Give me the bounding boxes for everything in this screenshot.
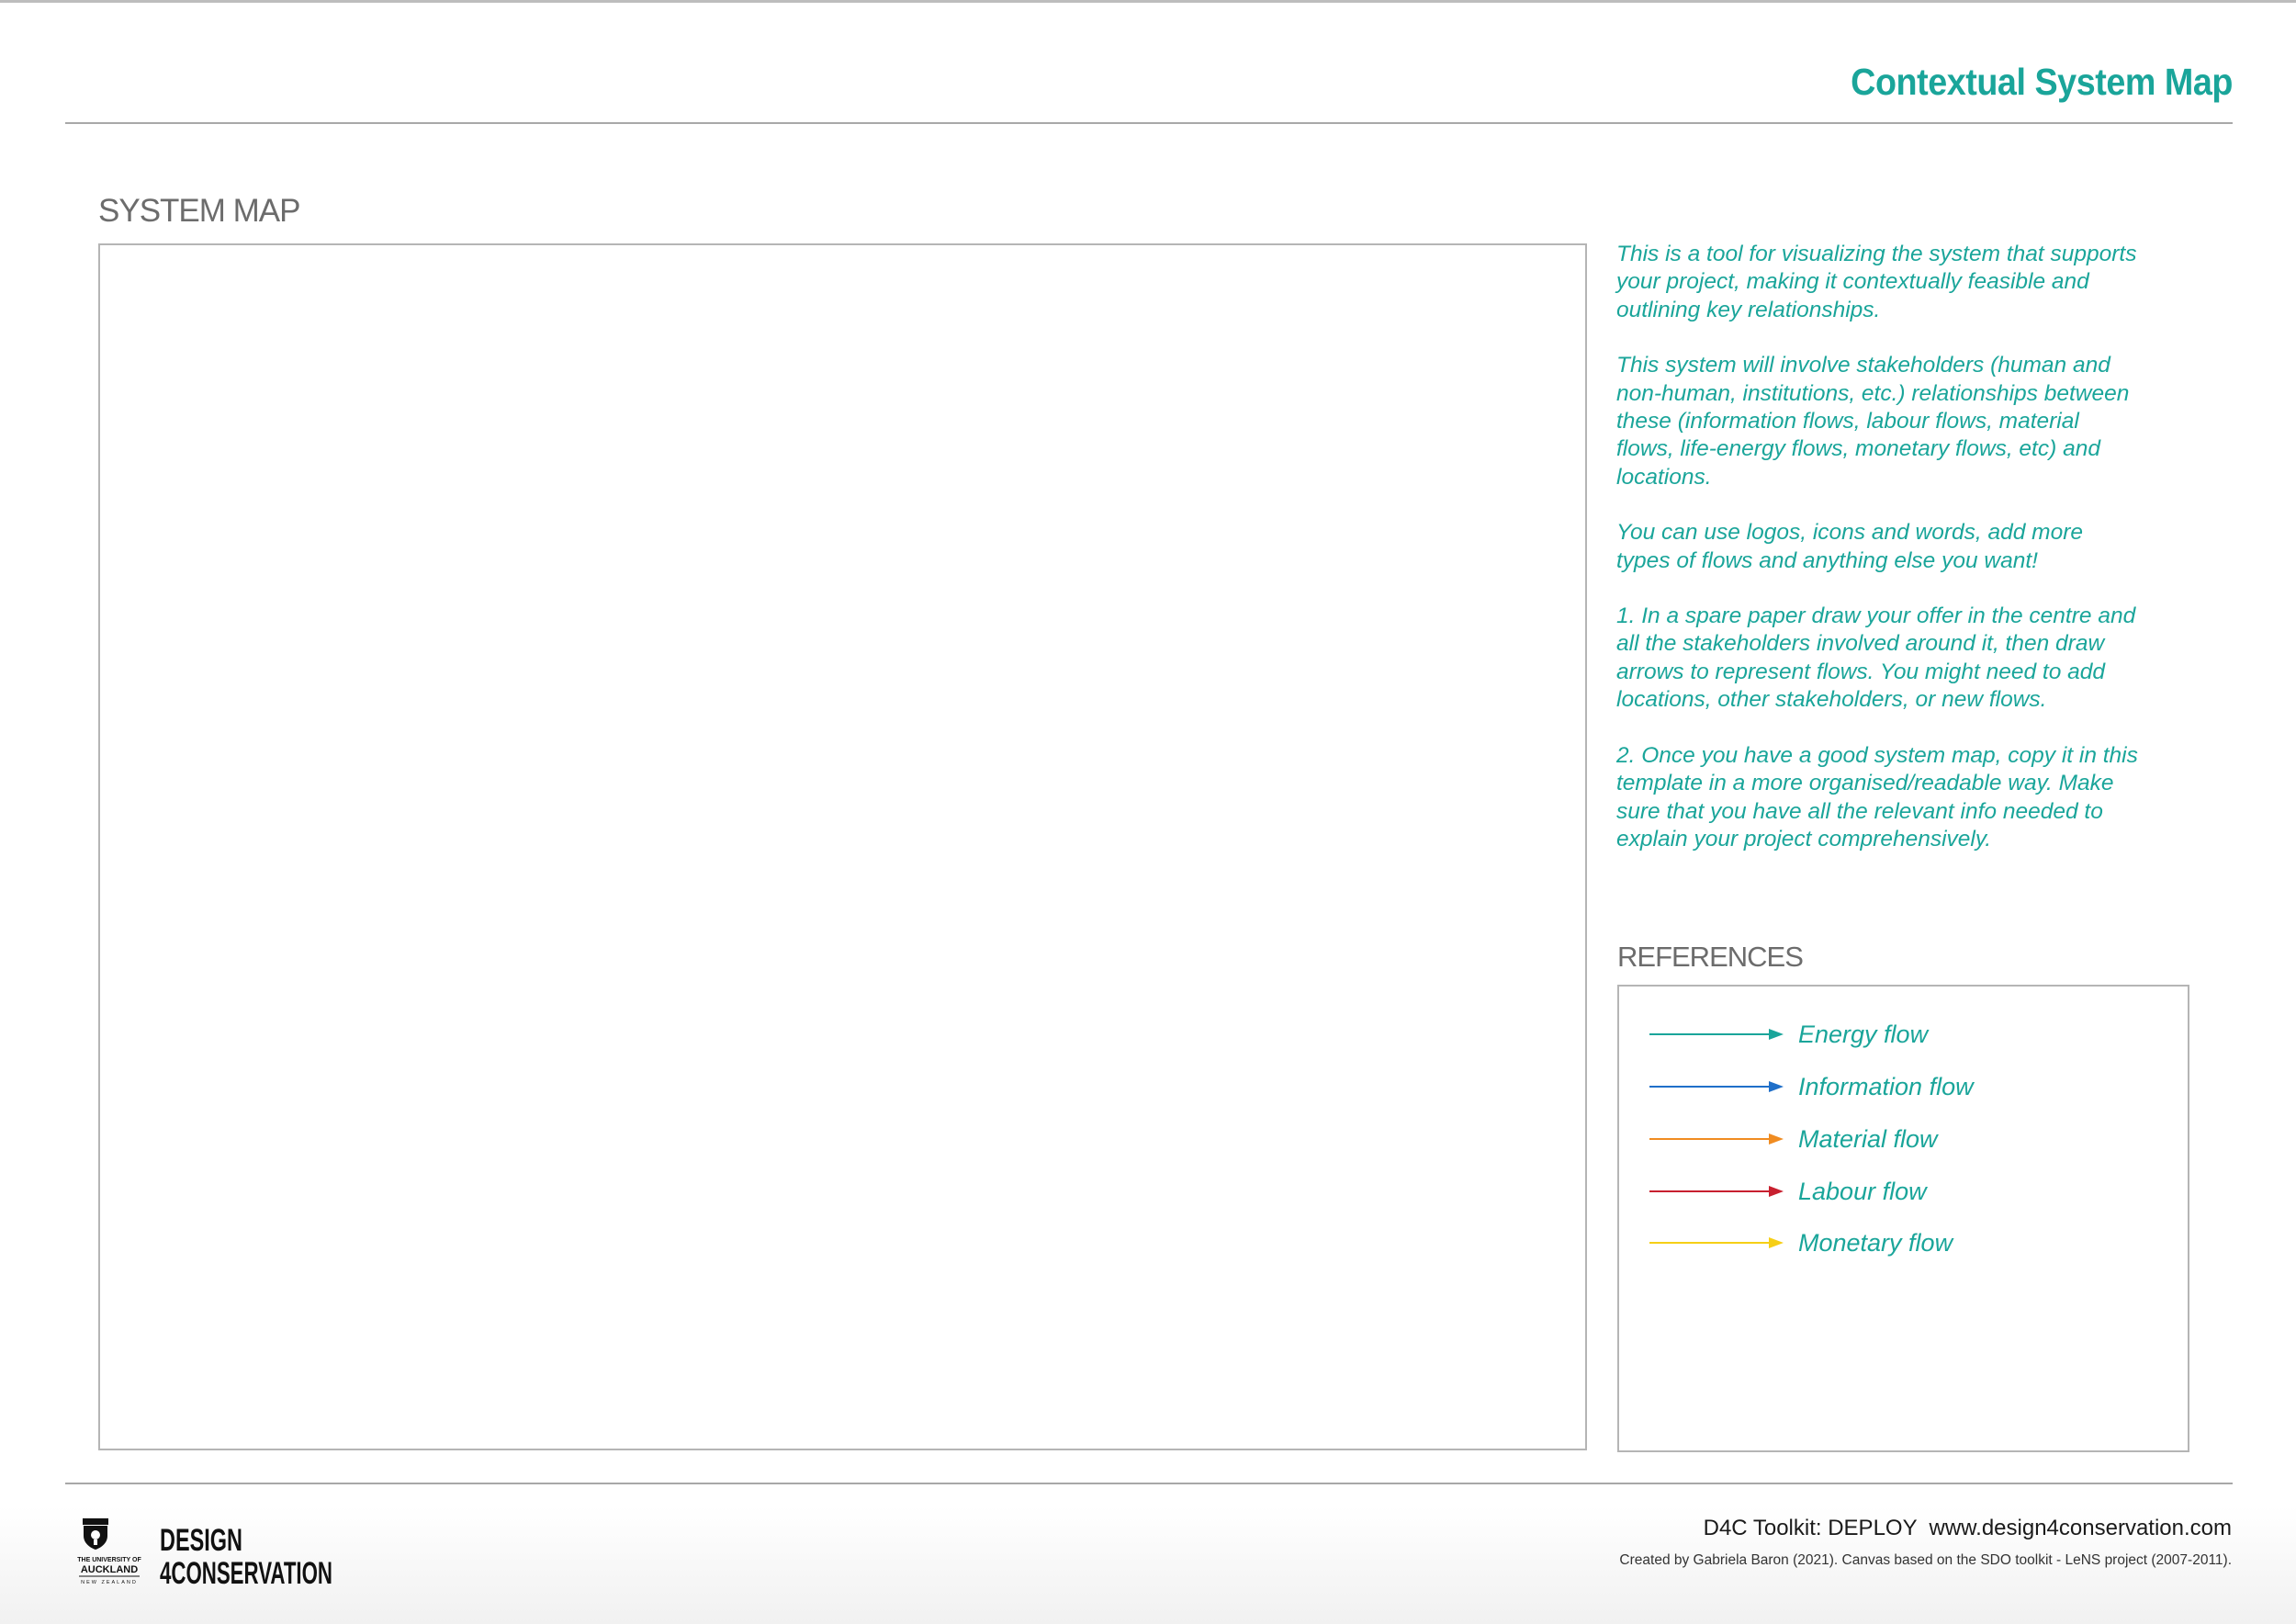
instruction-step-1: 1. In a spare paper draw your offer in the centre and all the stakeholders involved around it, then draw arrows to represent flows. You might need to add locations, other stakeholders, or new flows. xyxy=(1616,603,2136,713)
page-title: Contextual System Map xyxy=(1851,61,2233,103)
instruction-step-2: 2. Once you have a good system map, copy it in this template in a more organised/readable way. Make sure that you have all the relevant info needed to explain your project comprehensively. xyxy=(1616,742,2138,851)
header-divider xyxy=(65,122,2233,124)
university-crest-icon xyxy=(81,1517,110,1551)
instruction-paragraph: This system will involve stakeholders (human and non-human, institutions, etc.) relationships between these (information flows, labour flows, material flows, life-energy flows, monetary flows, etc) and locations. xyxy=(1616,353,2130,490)
page-top-edge xyxy=(0,0,2296,3)
arrow-right-icon xyxy=(1649,1236,1784,1249)
reference-label: Energy flow xyxy=(1798,1020,1929,1048)
footer-divider xyxy=(65,1483,2233,1484)
design4conservation-logo xyxy=(156,1514,340,1595)
reference-material-flow xyxy=(1649,1121,1938,1157)
arrow-right-icon xyxy=(1649,1133,1784,1145)
reference-monetary-flow xyxy=(1649,1224,1953,1261)
footer-toolkit-text: D4C Toolkit: DEPLOY www.design4conservation.com xyxy=(1703,1516,2232,1540)
instruction-paragraph: This is a tool for visualizing the system that supports your project, making it contextually feasible and outlining key relationships. xyxy=(1616,242,2137,322)
reference-label: Material flow xyxy=(1798,1124,1938,1153)
svg-text:NEW ZEALAND: NEW ZEALAND xyxy=(81,1580,138,1585)
references-box xyxy=(1617,985,2189,1452)
instruction-paragraph: You can use logos, icons and words, add more types of flows and anything else you want! xyxy=(1616,520,2084,573)
reference-information-flow xyxy=(1649,1068,1974,1105)
university-logo xyxy=(77,1552,141,1589)
footer-credit-text: Created by Gabriela Baron (2021). Canvas based on the SDO toolkit - LeNS project (2007-2011). xyxy=(1619,1552,2232,1568)
instructions-panel xyxy=(1616,241,2213,881)
svg-text:DESIGN: DESIGN xyxy=(160,1523,242,1558)
arrow-right-icon xyxy=(1649,1028,1784,1041)
references-heading: REFERENCES xyxy=(1617,941,1803,973)
arrow-right-icon xyxy=(1649,1080,1784,1093)
reference-label: Information flow xyxy=(1798,1072,1974,1100)
system-map-canvas[interactable] xyxy=(98,243,1587,1450)
reference-labour-flow xyxy=(1649,1173,1927,1210)
arrow-right-icon xyxy=(1649,1185,1784,1198)
svg-text:4CONSERVATION: 4CONSERVATION xyxy=(160,1556,332,1591)
footer-logos xyxy=(64,1503,358,1595)
reference-label: Monetary flow xyxy=(1798,1228,1953,1257)
svg-text:AUCKLAND: AUCKLAND xyxy=(80,1564,139,1575)
system-map-heading: SYSTEM MAP xyxy=(98,193,300,229)
reference-label: Labour flow xyxy=(1798,1177,1927,1205)
reference-energy-flow xyxy=(1649,1016,1928,1053)
svg-text:THE UNIVERSITY OF: THE UNIVERSITY OF xyxy=(77,1557,141,1563)
